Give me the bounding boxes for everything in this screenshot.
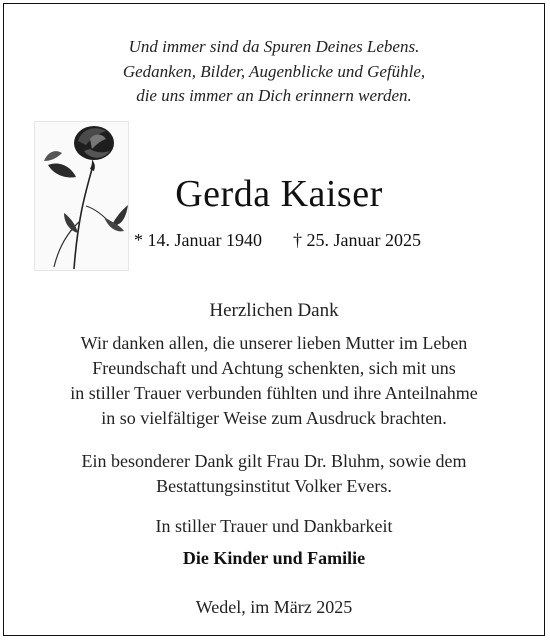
thanks-heading: Herzlichen Dank — [209, 300, 339, 321]
death-symbol: † — [292, 230, 302, 250]
obituary-notice — [3, 3, 545, 636]
signature: Die Kinder und Familie — [182, 548, 366, 568]
life-dates — [134, 230, 421, 251]
birth-date: 14. Januar 1940 — [147, 230, 262, 250]
death-date: 25. Januar 2025 — [306, 230, 421, 250]
deceased-name: Gerda Kaiser — [175, 173, 383, 215]
thanks-text-line: Wir danken allen, die unserer lieben Mutter im Leben — [80, 333, 468, 353]
epigraph-line-1: Und immer sind da Spuren Deines Lebens. — [128, 37, 420, 56]
place-date: Wedel, im März 2025 — [195, 597, 353, 617]
thanks-text-line: in so vielfältiger Weise zum Ausdruck brachten. — [101, 408, 447, 428]
birth-symbol: * — [134, 230, 143, 250]
special-thanks-line: Bestattungsinstitut Volker Evers. — [156, 476, 392, 496]
thanks-text-line: in stiller Trauer verbunden fühlten und ihre Anteilnahme — [70, 383, 478, 403]
epigraph-line-2: Gedanken, Bilder, Augenblicke und Gefühle, — [122, 62, 426, 81]
special-thanks-line: Ein besonderer Dank gilt Frau Dr. Bluhm, sowie dem — [81, 451, 467, 471]
closing-phrase: In stiller Trauer und Dankbarkeit — [155, 516, 393, 536]
thanks-text-line: Freundschaft und Achtung schenkten, sich mit uns — [92, 358, 456, 378]
epigraph-line-3: die uns immer an Dich erinnern werden. — [136, 86, 412, 105]
